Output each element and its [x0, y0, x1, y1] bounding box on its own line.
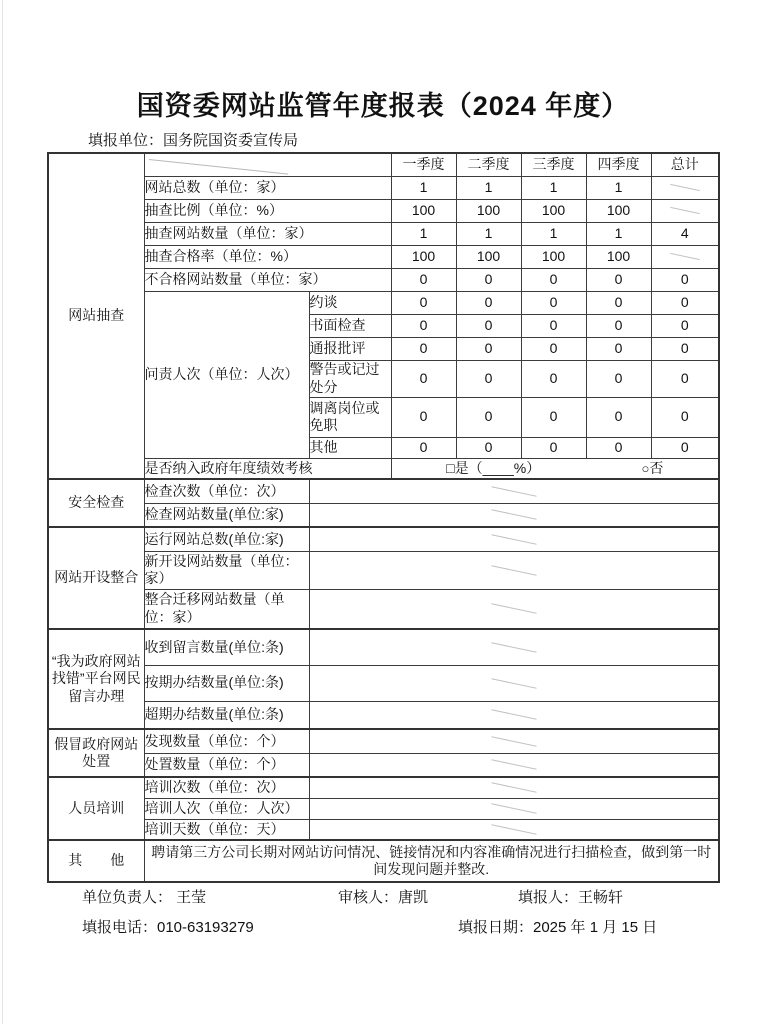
section-label-fake-sites: 假冒政府网站处置 — [48, 729, 144, 777]
cell-value: 100 — [586, 199, 651, 222]
cell-value: 1 — [456, 222, 521, 245]
cell-value: 0 — [586, 314, 651, 337]
row-label: 网站总数（单位：家） — [144, 176, 391, 199]
cell-value: 0 — [521, 397, 586, 437]
cell-total-value: 0 — [651, 437, 719, 458]
slash-mark — [491, 782, 536, 793]
cell-value: 0 — [586, 291, 651, 314]
slash-mark — [491, 709, 536, 720]
left-edge-divider — [2, 0, 3, 1024]
row-label: 抽查合格率（单位：%） — [144, 245, 391, 268]
cell-value: 0 — [586, 437, 651, 458]
cell-value: 0 — [391, 291, 456, 314]
table-row — [48, 176, 719, 199]
cell-value: 0 — [456, 291, 521, 314]
cell-total-value: 0 — [651, 314, 719, 337]
slash-mark — [491, 803, 536, 814]
row-label-assessment: 是否纳入政府年度绩效考核 — [144, 458, 391, 479]
cell-value: 0 — [391, 314, 456, 337]
slash-mark — [491, 642, 536, 653]
sub-row-label: 通报批评 — [309, 337, 391, 360]
cell-empty-value — [309, 753, 719, 777]
table-row — [48, 701, 719, 729]
sub-row-label: 调离岗位或免职 — [309, 397, 391, 437]
cell-value: 0 — [521, 314, 586, 337]
cell-value: 0 — [586, 337, 651, 360]
cell-empty-total — [651, 245, 719, 268]
section-label-website-sampling: 网站抽查 — [48, 153, 144, 479]
table-row — [48, 291, 719, 314]
cell-value: 0 — [456, 437, 521, 458]
cell-value: 1 — [391, 222, 456, 245]
row-label: 抽查网站数量（单位：家） — [144, 222, 391, 245]
row-label: 按期办结数量(单位:条) — [144, 665, 309, 701]
radio-no-label: 否 — [649, 459, 664, 476]
cell-value: 0 — [391, 360, 456, 397]
row-label: 抽查比例（单位：%） — [144, 199, 391, 222]
row-label: 新开设网站数量（单位：家） — [144, 551, 309, 589]
cell-value: 0 — [521, 437, 586, 458]
cell-empty-value — [309, 551, 719, 589]
table-row — [48, 819, 719, 840]
filing-unit-label: 填报单位：国务院国资委宣传局 — [88, 132, 299, 149]
cell-value: 1 — [586, 176, 651, 199]
cell-value: 100 — [391, 199, 456, 222]
cell-value: 0 — [391, 337, 456, 360]
table-row — [48, 199, 719, 222]
radio-circle-icon: ○ — [641, 460, 650, 476]
cell-total-value: 0 — [651, 337, 719, 360]
cell-value: 100 — [391, 245, 456, 268]
checkbox-yes-option[interactable]: □是（____%） — [446, 459, 541, 476]
row-label: 发现数量（单位：个） — [144, 729, 309, 753]
slash-mark — [491, 509, 536, 520]
cell-total-value: 0 — [651, 397, 719, 437]
table-row — [48, 777, 719, 798]
footer-filler: 填报人：王畅轩 — [518, 889, 624, 906]
cell-value: 0 — [521, 268, 586, 291]
slash-mark — [670, 253, 700, 260]
slash-mark — [670, 207, 700, 214]
row-label: 培训人次（单位：人次） — [144, 798, 309, 819]
slash-mark — [491, 736, 536, 747]
column-header-total: 总计 — [651, 153, 719, 176]
cell-value: 0 — [586, 268, 651, 291]
section-label-other: 其 他 — [48, 840, 144, 882]
cell-value: 0 — [521, 291, 586, 314]
cell-value: 0 — [391, 268, 456, 291]
row-label: 超期办结数量(单位:条) — [144, 701, 309, 729]
cell-value: 1 — [586, 222, 651, 245]
footer-date: 填报日期：2025 年 1 月 15 日 — [458, 919, 658, 936]
other-note-text: 聘请第三方公司长期对网站访问情况、链接情况和内容准确情况进行扫描检查，做到第一时间发现问题并整改. — [144, 840, 719, 882]
footer-auditor: 审核人：唐凯 — [338, 889, 429, 906]
column-header-q3: 三季度 — [521, 153, 586, 176]
row-label: 培训天数（单位：天） — [144, 819, 309, 840]
cell-total-value: 0 — [651, 268, 719, 291]
cell-empty-value — [309, 589, 719, 629]
cell-value: 1 — [391, 176, 456, 199]
row-label: 检查次数（单位：次） — [144, 479, 309, 503]
slash-mark — [491, 824, 536, 835]
cell-empty-value — [309, 527, 719, 551]
cell-empty-value — [309, 798, 719, 819]
cell-value: 100 — [456, 245, 521, 268]
table-row — [48, 268, 719, 291]
table-row — [48, 665, 719, 701]
table-row — [48, 479, 719, 503]
slash-mark — [491, 678, 536, 689]
table-row — [48, 729, 719, 753]
cell-value: 100 — [521, 245, 586, 268]
table-row — [48, 458, 719, 479]
cell-empty-value — [309, 819, 719, 840]
cell-value: 0 — [391, 397, 456, 437]
slash-mark — [491, 603, 536, 614]
cell-value: 1 — [521, 222, 586, 245]
slash-mark — [491, 534, 536, 545]
radio-no-option[interactable] — [641, 460, 663, 478]
section-label-feedback-platform: “我为政府网站找错”平台网民留言办理 — [48, 629, 144, 729]
cell-value: 100 — [586, 245, 651, 268]
cell-empty-total — [651, 176, 719, 199]
header-corner-cell — [144, 153, 391, 176]
row-label: 收到留言数量(单位:条) — [144, 629, 309, 665]
cell-value: 0 — [586, 397, 651, 437]
diagonal-slash-mark — [148, 159, 287, 175]
table-row — [48, 589, 719, 629]
cell-value: 0 — [456, 268, 521, 291]
row-label: 整合迁移网站数量（单位：家） — [144, 589, 309, 629]
column-header-q4: 四季度 — [586, 153, 651, 176]
table-row — [48, 503, 719, 527]
sub-row-label: 约谈 — [309, 291, 391, 314]
cell-value: 1 — [456, 176, 521, 199]
cell-value: 100 — [456, 199, 521, 222]
page-title: 国资委网站监管年度报表（2024 年度） — [136, 91, 630, 121]
report-table — [47, 152, 720, 883]
table-row — [48, 527, 719, 551]
row-label: 处置数量（单位：个） — [144, 753, 309, 777]
cell-value: 100 — [521, 199, 586, 222]
cell-empty-value — [309, 665, 719, 701]
sub-row-label: 警告或记过处分 — [309, 360, 391, 397]
cell-empty-value — [309, 729, 719, 753]
cell-empty-value — [309, 479, 719, 503]
table-header-row — [48, 153, 719, 176]
cell-value: 0 — [456, 314, 521, 337]
row-label: 不合格网站数量（单位：家） — [144, 268, 391, 291]
table-row — [48, 798, 719, 819]
footer-phone: 填报电话：010-63193279 — [82, 919, 254, 936]
slash-mark — [670, 184, 700, 191]
slash-mark — [491, 759, 536, 770]
column-header-q2: 二季度 — [456, 153, 521, 176]
cell-value: 0 — [456, 360, 521, 397]
cell-empty-total — [651, 199, 719, 222]
table-row — [48, 551, 719, 589]
cell-empty-value — [309, 629, 719, 665]
cell-value: 0 — [391, 437, 456, 458]
row-label: 检查网站数量(单位:家) — [144, 503, 309, 527]
slash-mark — [491, 565, 536, 576]
table-row — [48, 629, 719, 665]
cell-empty-value — [309, 503, 719, 527]
cell-value: 0 — [586, 360, 651, 397]
section-label-training: 人员培训 — [48, 777, 144, 840]
cell-empty-value — [309, 701, 719, 729]
table-row — [48, 840, 719, 882]
sub-row-label: 其他 — [309, 437, 391, 458]
row-label: 培训次数（单位：次） — [144, 777, 309, 798]
row-label: 运行网站总数(单位:家) — [144, 527, 309, 551]
cell-value: 0 — [521, 337, 586, 360]
sub-row-label: 书面检查 — [309, 314, 391, 337]
cell-total-value: 0 — [651, 360, 719, 397]
section-label-site-setup: 网站开设整合 — [48, 527, 144, 629]
cell-total-value: 4 — [651, 222, 719, 245]
footer-responsible-person: 单位负责人： 王莹 — [82, 889, 207, 906]
row-label-accountability: 问责人次（单位：人次） — [144, 291, 309, 458]
cell-value: 1 — [521, 176, 586, 199]
section-label-security-check: 安全检查 — [48, 479, 144, 527]
cell-value: 0 — [521, 360, 586, 397]
assessment-options-cell — [391, 458, 719, 479]
table-row — [48, 222, 719, 245]
table-row — [48, 753, 719, 777]
column-header-q1: 一季度 — [391, 153, 456, 176]
cell-empty-value — [309, 777, 719, 798]
slash-mark — [491, 486, 536, 497]
cell-value: 0 — [456, 337, 521, 360]
cell-value: 0 — [456, 397, 521, 437]
table-row — [48, 245, 719, 268]
cell-total-value: 0 — [651, 291, 719, 314]
